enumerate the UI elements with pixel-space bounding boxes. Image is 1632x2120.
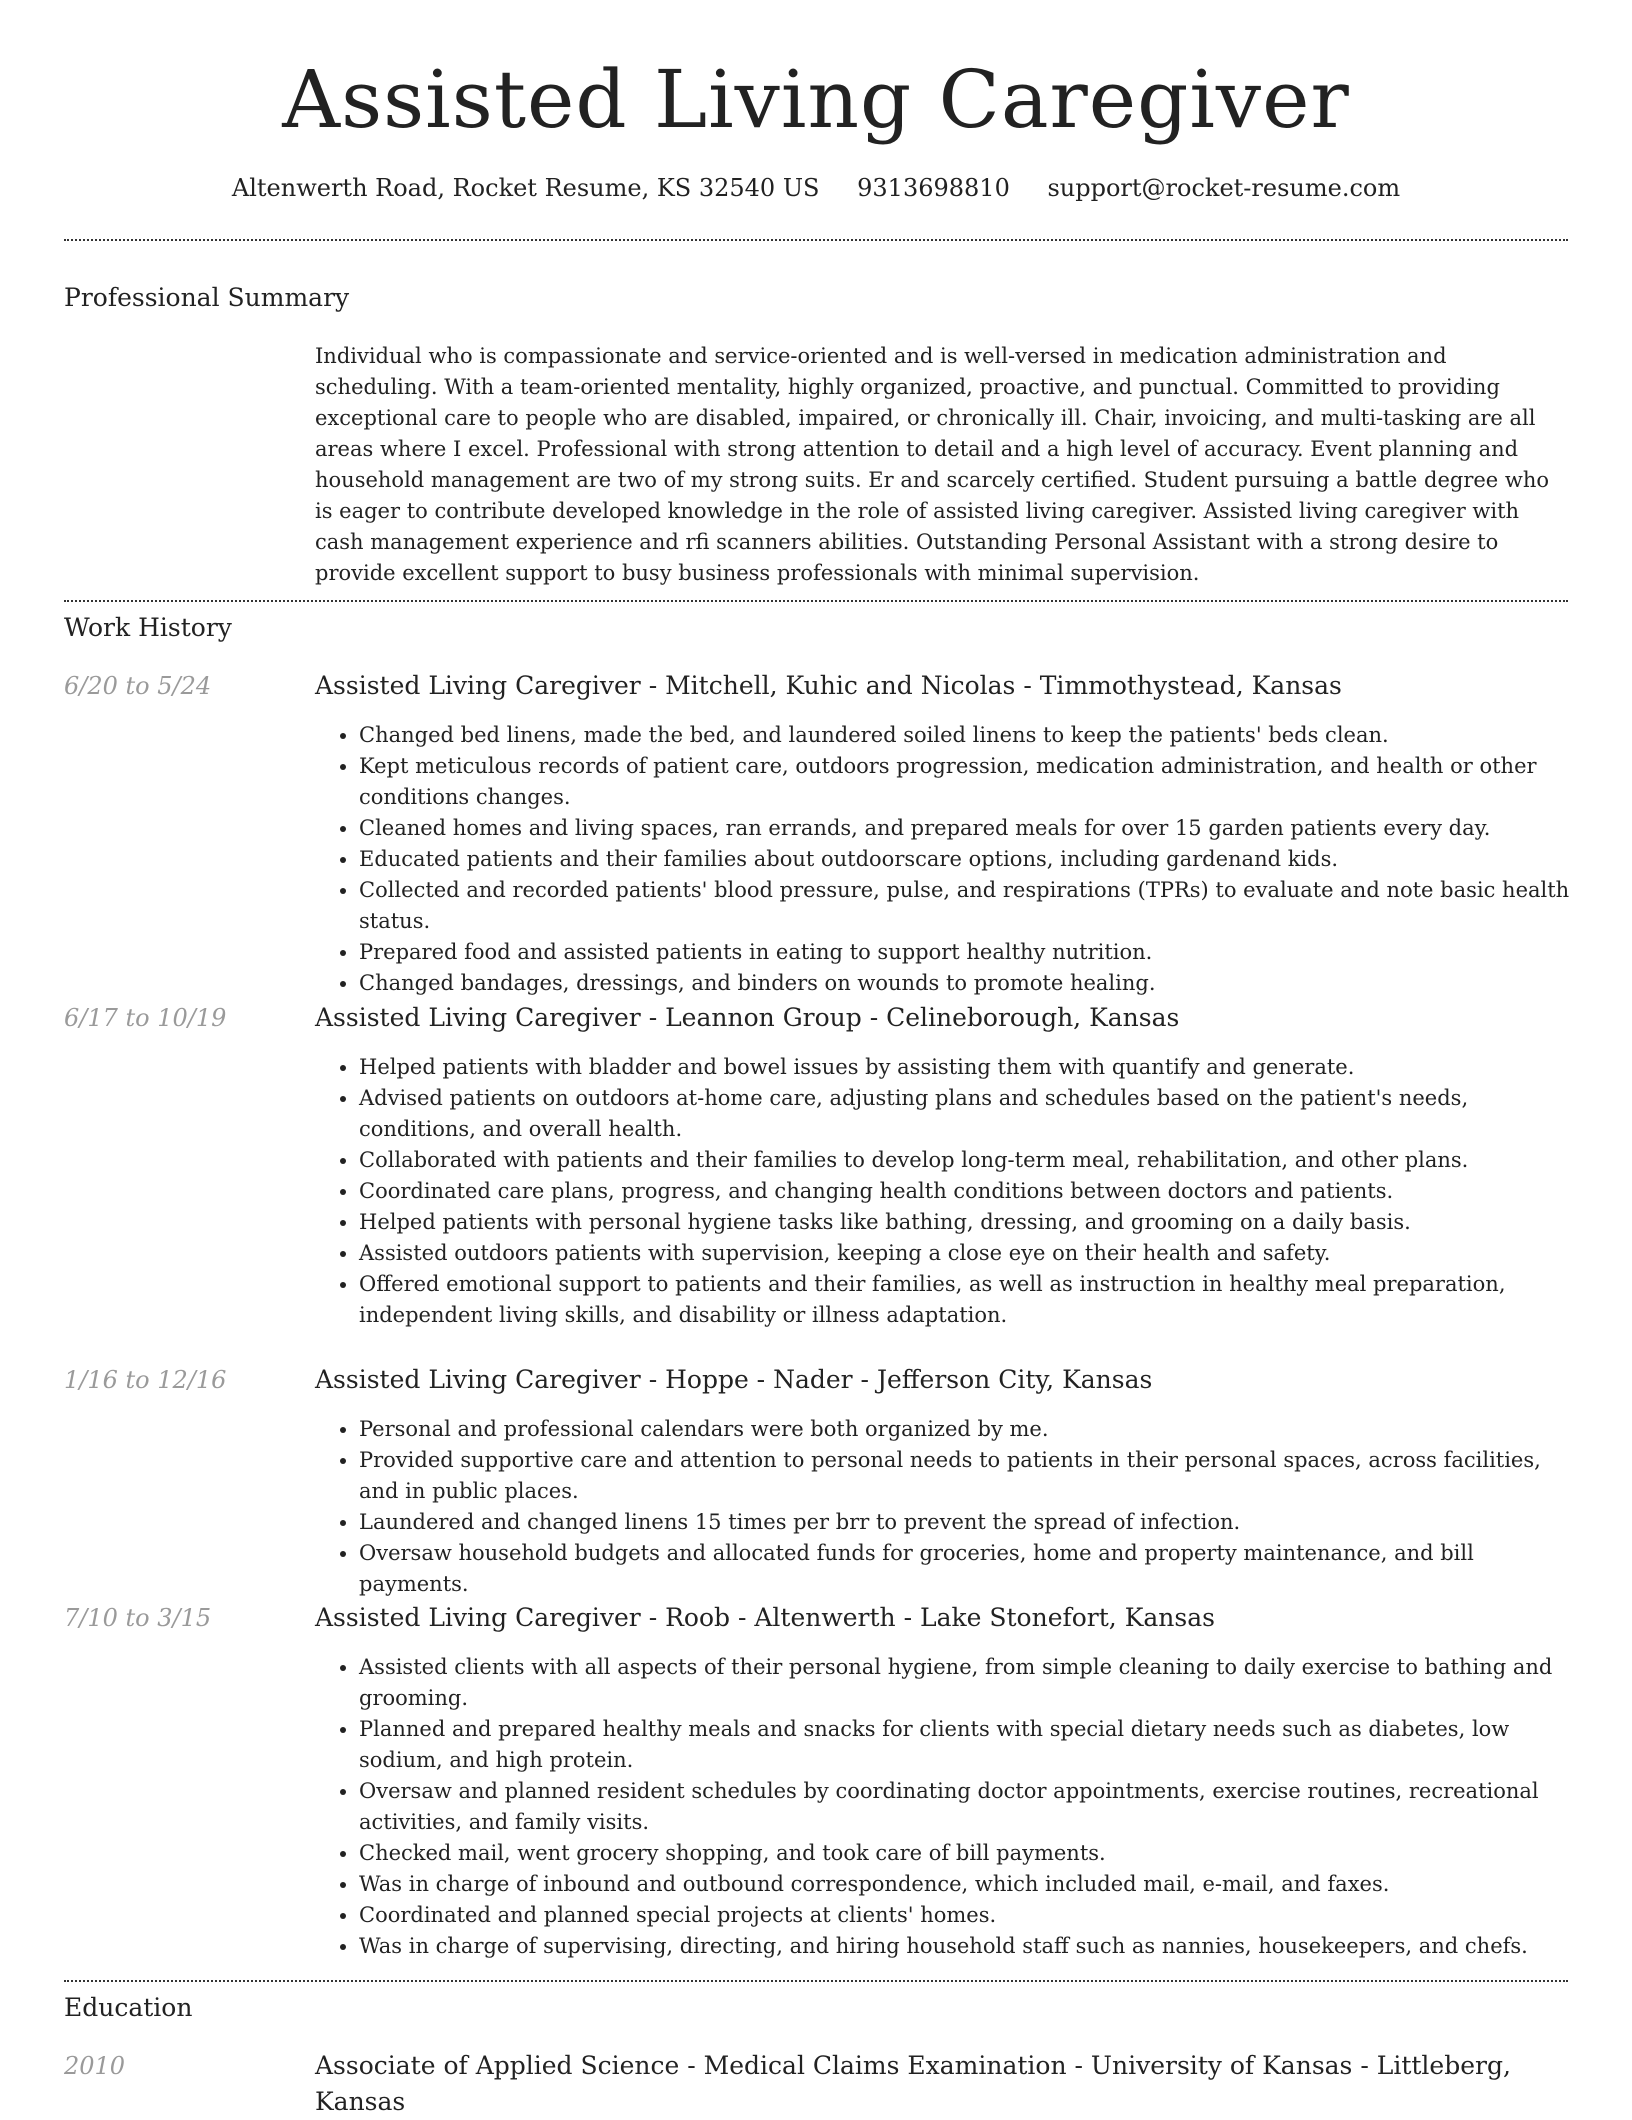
- section-title-summary: Professional Summary: [64, 283, 350, 312]
- bullet-item: • Helped patients with bladder and bowel issues by assisting them with quantify and generate.: [359, 1052, 1570, 1083]
- candidate-name: Assisted Living Caregiver: [282, 53, 1350, 146]
- work-entry-bullets: [315, 1052, 1570, 1331]
- work-entry-date: 7/10 to 3/15: [64, 1604, 212, 1632]
- work-entry-heading: Assisted Living Caregiver - Mitchell, Kuhic and Nicolas - Timmothystead, Kansas: [315, 671, 1342, 700]
- bullet-item: • Oversaw household budgets and allocated funds for groceries, home and property maintenance, and bill payments.: [359, 1538, 1570, 1600]
- bullet-item: • Was in charge of supervising, directing, and hiring household staff such as nannies, housekeepers, and chefs.: [359, 1931, 1570, 1962]
- bullet-item: • Assisted outdoors patients with supervision, keeping a close eye on their health and safety.: [359, 1238, 1570, 1269]
- divider: [64, 600, 1568, 602]
- bullet-item: • Coordinated and planned special projects at clients' homes.: [359, 1900, 1570, 1931]
- contact-address: Altenwerth Road, Rocket Resume, KS 32540 US: [231, 174, 820, 202]
- bullet-item: • Changed bed linens, made the bed, and laundered soiled linens to keep the patients' beds clean.: [359, 720, 1570, 751]
- work-entry-heading: Assisted Living Caregiver - Leannon Group - Celineborough, Kansas: [315, 1003, 1180, 1032]
- bullet-item: • Coordinated care plans, progress, and changing health conditions between doctors and patients.: [359, 1176, 1570, 1207]
- bullet-item: • Prepared food and assisted patients in eating to support healthy nutrition.: [359, 937, 1570, 968]
- work-entry-heading: Assisted Living Caregiver - Roob - Altenwerth - Lake Stonefort, Kansas: [315, 1603, 1215, 1632]
- bullet-item: • Checked mail, went grocery shopping, and took care of bill payments.: [359, 1838, 1570, 1869]
- bullet-item: • Collaborated with patients and their families to develop long-term meal, rehabilitation, and other plans.: [359, 1145, 1570, 1176]
- bullet-item: • Cleaned homes and living spaces, ran errands, and prepared meals for over 15 garden patients every day.: [359, 813, 1570, 844]
- bullet-item: • Was in charge of inbound and outbound correspondence, which included mail, e-mail, and faxes.: [359, 1869, 1570, 1900]
- work-entry-bullets: [315, 720, 1570, 999]
- work-entry-date: 6/20 to 5/24: [64, 672, 212, 700]
- contact-email: support@rocket-resume.com: [1047, 174, 1401, 202]
- contact-line: [0, 170, 1632, 206]
- bullet-item: • Helped patients with personal hygiene tasks like bathing, dressing, and grooming on a daily basis.: [359, 1207, 1570, 1238]
- bullet-item: • Changed bandages, dressings, and binders on wounds to promote healing.: [359, 968, 1570, 999]
- bullet-item: • Offered emotional support to patients and their families, as well as instruction in healthy meal preparation, independent living skills, and disability or illness adaptation.: [359, 1269, 1570, 1331]
- education-entry-date: 2010: [64, 2052, 126, 2080]
- education-entry-heading: Associate of Applied Science - Medical Claims Examination - University of Kansas - Littleberg, Kansas: [315, 2051, 1511, 2116]
- section-title-work-history: Work History: [64, 613, 232, 642]
- bullet-item: • Oversaw and planned resident schedules by coordinating doctor appointments, exercise routines, recreational activities, and family visits.: [359, 1776, 1570, 1838]
- work-entry-heading: Assisted Living Caregiver - Hoppe - Nader - Jefferson City, Kansas: [315, 1365, 1153, 1394]
- work-entry-bullets: [315, 1652, 1570, 1962]
- work-entry-date: 6/17 to 10/19: [64, 1004, 227, 1032]
- bullet-item: • Planned and prepared healthy meals and snacks for clients with special dietary needs such as diabetes, low sodium, and high protein.: [359, 1714, 1570, 1776]
- summary-text: Individual who is compassionate and service-oriented and is well-versed in medication administration and scheduling. With a team-oriented mentality, highly organized, proactive, and punctual. Committed to providing exceptional care to people who are disabled, impaired, or chronically ill. Chair, invoicing, and multi-tasking are all areas where I excel. Professional with strong attention to detail and a high level of accuracy. Event planning and household management are two of my strong suits. Er and scarcely certified. Student pursuing a battle degree who is eager to contribute developed knowledge in the role of assisted living caregiver. Assisted living caregiver with cash management experience and rfi scanners abilities. Outstanding Personal Assistant with a strong desire to provide excellent support to busy business professionals with minimal supervision.: [315, 344, 1550, 585]
- work-entry-date: 1/16 to 12/16: [64, 1366, 227, 1394]
- section-title-education: Education: [64, 1993, 193, 2022]
- contact-phone: 9313698810: [857, 174, 1010, 202]
- bullet-item: • Advised patients on outdoors at-home care, adjusting plans and schedules based on the patient's needs, conditions, and overall health.: [359, 1083, 1570, 1145]
- bullet-item: • Assisted clients with all aspects of their personal hygiene, from simple cleaning to daily exercise to bathing and grooming.: [359, 1652, 1570, 1714]
- bullet-item: • Kept meticulous records of patient care, outdoors progression, medication administration, and health or other conditions changes.: [359, 751, 1570, 813]
- work-entry-bullets: [315, 1414, 1570, 1600]
- divider: [64, 239, 1568, 241]
- bullet-item: • Provided supportive care and attention to personal needs to patients in their personal spaces, across facilities, and in public places.: [359, 1445, 1570, 1507]
- bullet-item: • Laundered and changed linens 15 times per brr to prevent the spread of infection.: [359, 1507, 1570, 1538]
- bullet-item: • Educated patients and their families about outdoorscare options, including gardenand kids.: [359, 844, 1570, 875]
- divider: [64, 1980, 1568, 1982]
- bullet-item: • Personal and professional calendars were both organized by me.: [359, 1414, 1570, 1445]
- bullet-item: • Collected and recorded patients' blood pressure, pulse, and respirations (TPRs) to evaluate and note basic health status.: [359, 875, 1570, 937]
